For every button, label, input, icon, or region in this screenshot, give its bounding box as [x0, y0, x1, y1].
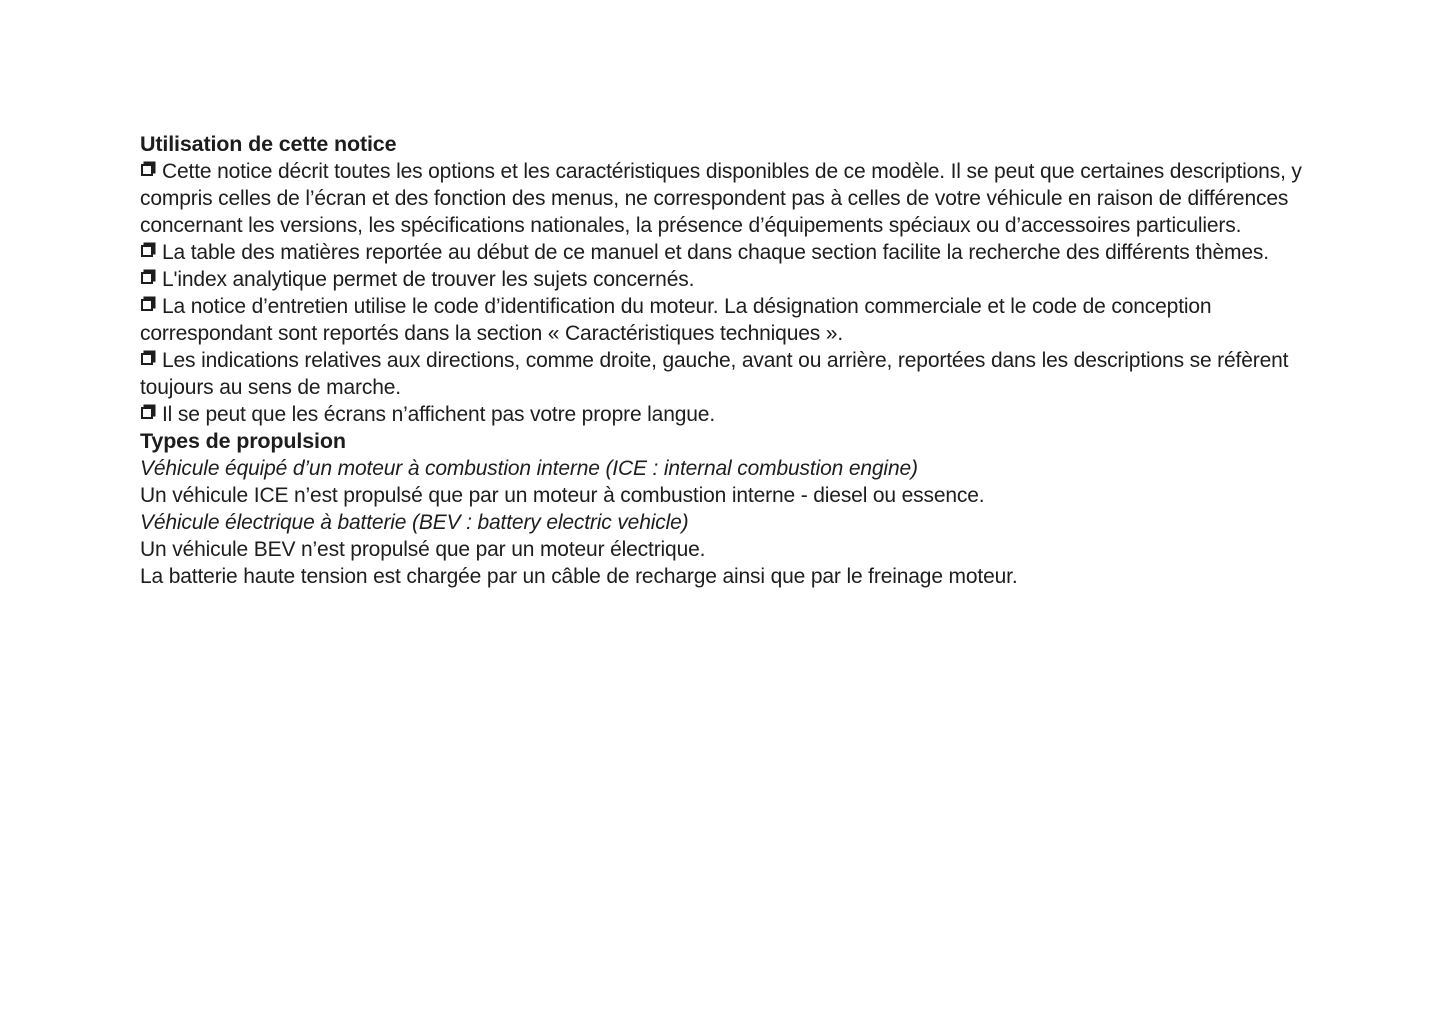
bullet-item-notice-entretien — [140, 293, 1345, 347]
bullet-item-notice-description — [140, 158, 1345, 239]
bullet-text: Cette notice décrit toutes les options et les caractéristiques disponibles de ce modèle. Il se peut que certaines descriptions, y compris celles de l’écran et des fonction des menus, ne correspondent pas à celles de votre véhicule en raison de différences concernant les versions, les spécifications nationales, la présence d’équipements spéciaux ou d’accessoires particuliers. — [140, 160, 1302, 237]
square-bullet-icon — [141, 299, 153, 311]
bullet-item-indications-directions — [140, 347, 1345, 401]
bullet-item-ecrans-langue — [140, 401, 1345, 428]
propulsion-section-heading: Types de propulsion — [140, 429, 346, 453]
bullet-text: L'index analytique permet de trouver les sujets concernés. — [162, 268, 695, 291]
propulsion-paragraph-ice-title: Véhicule équipé d’un moteur à combustion interne (ICE : internal combustion engine) — [140, 457, 918, 480]
bullet-item-table-matieres — [140, 239, 1345, 266]
manual-content — [140, 131, 1345, 590]
bullet-text: La table des matières reportée au début de ce manuel et dans chaque section facilite la recherche des différents thèmes. — [162, 241, 1269, 264]
bullet-text: Il se peut que les écrans n’affichent pas votre propre langue. — [162, 403, 716, 426]
bullet-text: Les indications relatives aux directions, comme droite, gauche, avant ou arrière, reportées dans les descriptions se réfèrent toujours au sens de marche. — [140, 349, 1289, 399]
square-bullet-icon — [141, 353, 153, 365]
square-bullet-icon — [141, 407, 153, 419]
usage-section-heading: Utilisation de cette notice — [140, 132, 397, 156]
propulsion-paragraph-ice-desc: Un véhicule ICE n’est propulsé que par un moteur à combustion interne - diesel ou essence. — [140, 484, 985, 507]
square-bullet-icon — [141, 272, 153, 284]
propulsion-paragraph-battery-desc: La batterie haute tension est chargée par un câble de recharge ainsi que par le freinage moteur. — [140, 565, 1018, 588]
square-bullet-icon — [141, 164, 153, 176]
bullet-item-index-analytique — [140, 266, 1345, 293]
propulsion-paragraph-bev-title: Véhicule électrique à batterie (BEV : battery electric vehicle) — [140, 511, 689, 534]
propulsion-paragraph-bev-desc: Un véhicule BEV n’est propulsé que par un moteur électrique. — [140, 538, 706, 561]
bullet-text: La notice d’entretien utilise le code d’identification du moteur. La désignation commerciale et le code de conception correspondant sont reportés dans la section « Caractéristiques techniques ». — [140, 295, 1212, 345]
square-bullet-icon — [141, 245, 153, 257]
